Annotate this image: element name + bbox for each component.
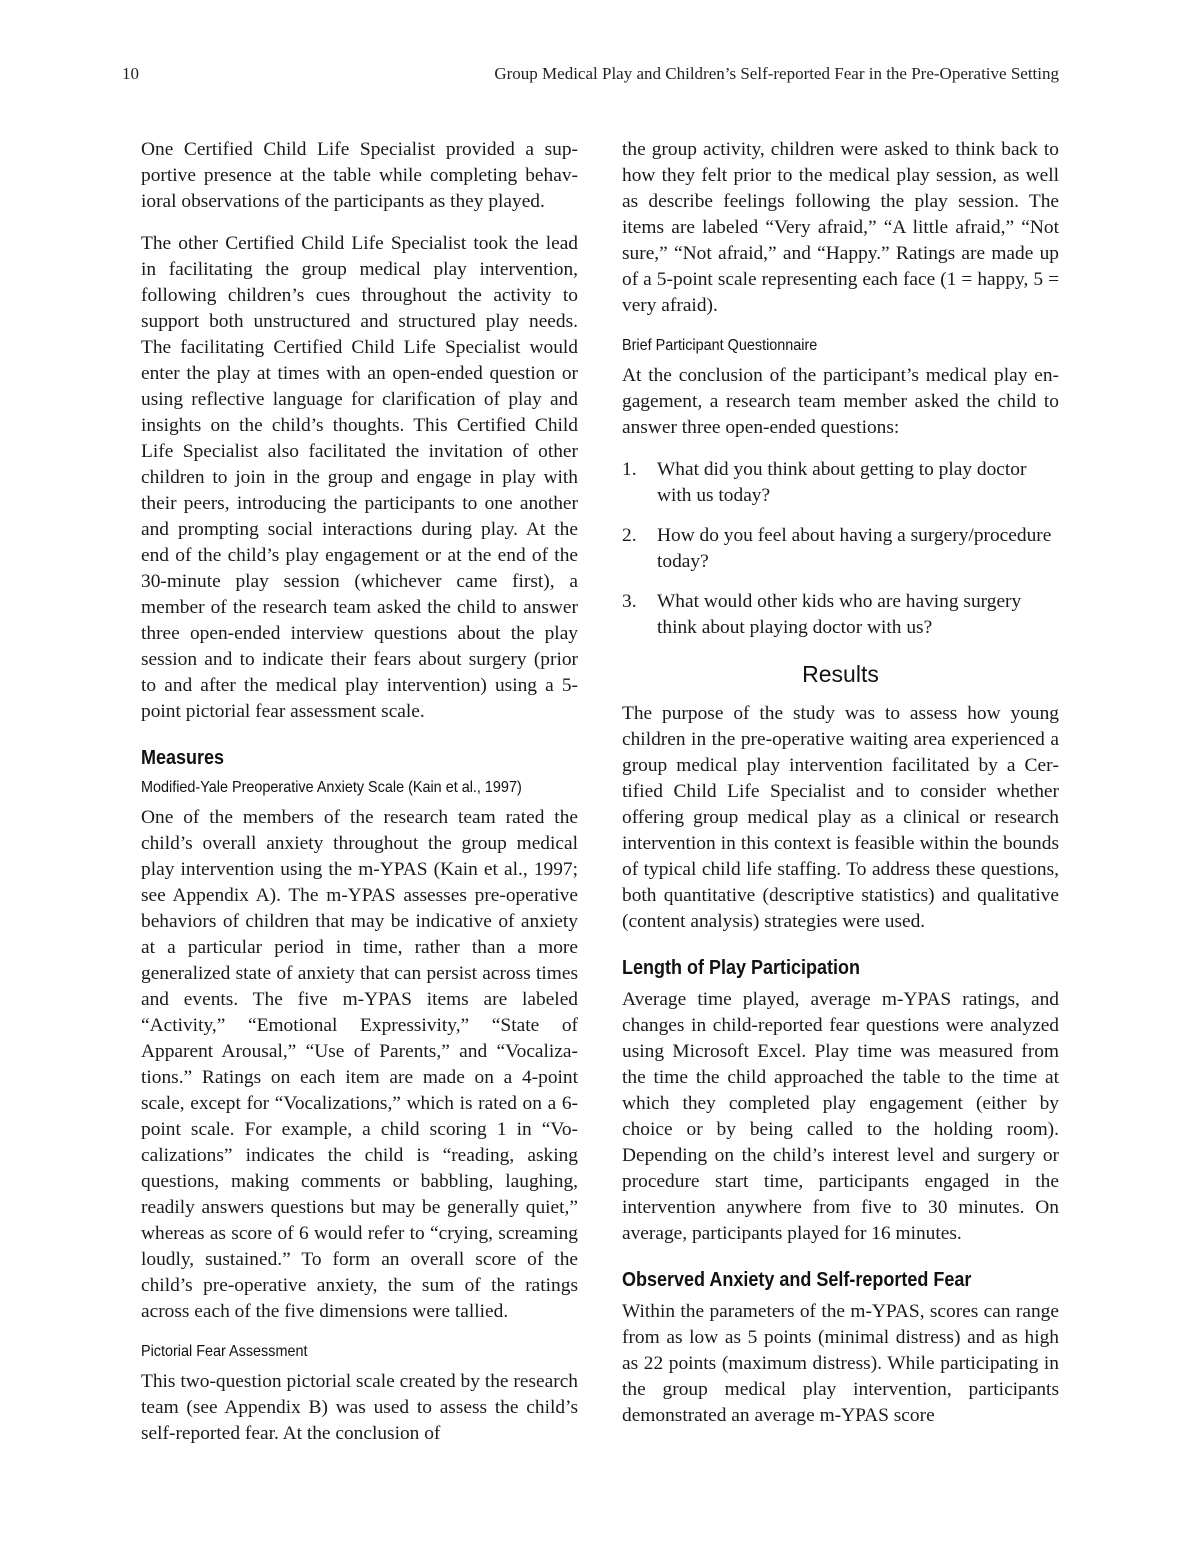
paragraph: The purpose of the study was to assess how young children in the pre-operative waiting area experienced a group medical play intervention facilitated by a Certified Child Life Specialist and to consider whether offering group medical play as a clinical or research intervention in this context is feasible within the bounds of typical child life staffing. To address these questions, both quantitative (descriptive statistics) and qualitative (content analysis) strategies were used. <box>622 703 1059 932</box>
subsection-heading-myypas: Modified-Yale Preoperative Anxiety Scale (Kain et al., 1997) <box>141 779 522 796</box>
list-item <box>622 457 1059 509</box>
section-heading-length: Length of Play Participation <box>622 957 861 979</box>
list-item <box>622 589 1059 641</box>
question-list <box>622 457 1059 641</box>
paragraph: One Certified Child Life Specialist provided a supportive presence at the table while completing behavioral observations of the participants as they played. <box>141 139 578 212</box>
paragraph: At the conclusion of the participant’s medical play engagement, a research team member asked the child to answer three open-ended questions: <box>622 365 1059 438</box>
paragraph: One of the members of the research team rated the child’s overall anxiety throughout the group medical play intervention using the m-YPAS (Kain et al., 1997; see Appendix A). The m-YPAS assesses pre-operative behaviors of children that may be indicative of anxiety at a particular period in time, rather than a more generalized state of anxiety that can persist across times and events. The five m-YPAS items are labeled “Activity,” “Emotional Expressivity,” “State of Apparent Arousal,” “Use of Parents,” and “Vocalizations.” Ratings on each item are made on a 4-point scale, except for “Vocalizations,” which is rated on a 6-point scale. For example, a child scoring 1 in “Vocalizations” indicates the child is “reading, asking questions, making comments or babbling, laughing, readily answers questions but may be generally quiet,” whereas as score of 6 would refer to “crying, screaming loudly, sustained.” To form an overall score of the child’s pre-operative anxiety, the sum of the ratings across each of the five dimensions were tallied. <box>141 807 578 1322</box>
list-text: How do you feel about having a surgery/procedure today? <box>657 525 1052 572</box>
paragraph: The other Certified Child Life Specialist took the lead in facilitating the group medical play intervention, following children’s cues throughout the activity to support both unstructured and structured play needs. The facilitating Certified Child Life Specialist would enter the play at times with an open-ended question or using reflective language for clarification of play and insights on the child’s thoughts. This Certified Child Life Specialist also facilitated the invitation of other children to join in the group and engage in play with their peers, introducing the participants to one another and prompting social interactions during play. At the end of the child’s play engagement or at the end of the 30-minute play session (whichever came first), a member of the research team asked the child to answer three open-ended interview questions about the play session and to indicate their fears about surgery (prior to and after the medical play intervention) using a 5-point pictorial fear assessment scale. <box>141 233 578 722</box>
page-header <box>122 64 1059 88</box>
section-heading-results: Results <box>802 661 879 687</box>
running-title: Group Medical Play and Children’s Self-reported Fear in the Pre-Operative Setting <box>494 64 1059 83</box>
list-number: 3. <box>622 591 637 612</box>
list-text: What did you think about getting to play doctor with us today? <box>657 459 1027 506</box>
paragraph: the group activity, children were asked to think back to how they felt prior to the medical play session, as well as describe feelings following the play session. The items are labeled “Very afraid,” “A little afraid,” “Not sure,” “Not afraid,” and “Happy.” Ratings are made up of a 5-point scale representing each face (1 = happy, 5 = very afraid). <box>622 139 1059 316</box>
left-column <box>141 137 578 1463</box>
list-number: 1. <box>622 459 637 480</box>
subsection-heading-questionnaire: Brief Participant Questionnaire <box>622 337 818 354</box>
section-heading-observed: Observed Anxiety and Self-reported Fear <box>622 1269 972 1291</box>
page-number: 10 <box>122 64 139 83</box>
paragraph: This two-question pictorial scale created by the research team (see Appendix B) was used to assess the child’s self-reported fear. At the conclusion of <box>141 1371 578 1444</box>
subsection-heading-pictorial-fear: Pictorial Fear Assessment <box>141 1343 308 1360</box>
paragraph: Within the parameters of the m-YPAS, scores can range from as low as 5 points (minimal distress) and as high as 22 points (maximum distress). While participating in the group medical play intervention, participants demonstrated an average m-YPAS score <box>622 1301 1059 1426</box>
list-number: 2. <box>622 525 637 546</box>
section-heading-measures: Measures <box>141 747 225 769</box>
list-text: What would other kids who are having surgery think about playing doctor with us? <box>657 591 1022 638</box>
right-column <box>622 137 1059 1445</box>
list-item <box>622 523 1059 575</box>
paragraph: Average time played, average m-YPAS ratings, and changes in child-reported fear questions were analyzed using Microsoft Excel. Play time was measured from the time the child approached the table to the time at which they completed play engagement (either by choice or by being called to the holding room). Depending on the child’s interest level and surgery or procedure start time, participants engaged in the intervention anywhere from five to 30 minutes. On average, participants played for 16 minutes. <box>622 989 1059 1244</box>
